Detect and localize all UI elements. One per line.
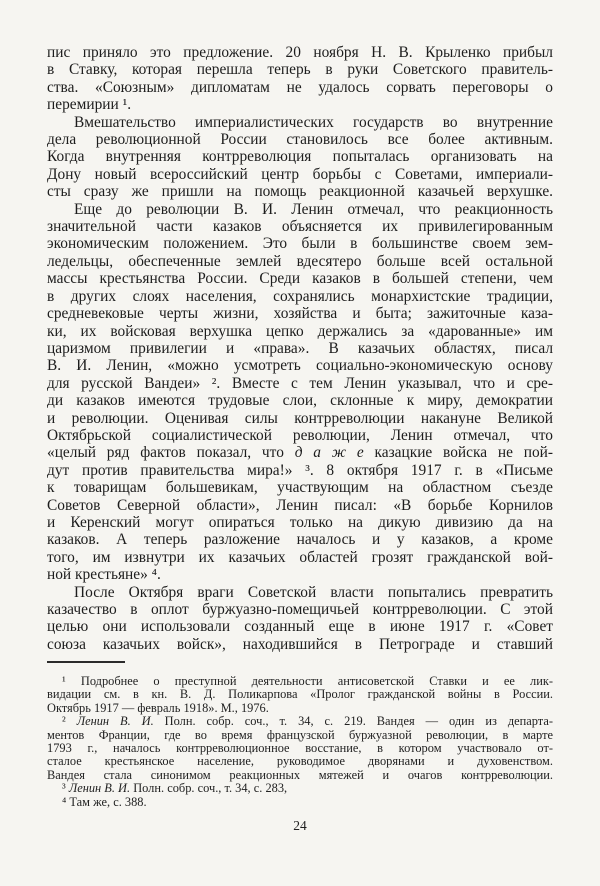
text-line: ледельцы, обеспеченные землей вдесятеро больше всей остальной — [47, 252, 553, 270]
italic-text: д а ж е — [294, 444, 364, 462]
text-line: Вмешательство империалистических государств во внутренние — [74, 113, 553, 131]
text-line: ¹ Подробнее о преступной деятельности антисоветской Ставки и ее лик- — [62, 674, 553, 688]
text-line: казаков. А теперь разложение началось и у казаков, а кроме — [47, 531, 553, 549]
text-line: к товарищам большевикам, участвующим на областном съезде — [47, 479, 553, 497]
text-line: дут против правительства мира!» ³. 8 октября 1917 г. в «Письме — [47, 461, 553, 479]
text-line: средневековые черты жизни, хозяйства и быта; зажиточные каза- — [47, 305, 553, 323]
text-line: сталое крестьянское население, руководимое дворянами и духовенством. — [47, 754, 553, 769]
text-line: союза казачьих войск», находившийся в Петрограде и ставший — [47, 635, 553, 653]
text-line: сты сразу же пришли на помощь реакционной казачьей верхушке. — [47, 183, 553, 201]
text-line: ной крестьяне» ⁴. — [47, 566, 161, 584]
text-line: значительной части казаков объясняется их привилегированным — [47, 218, 553, 236]
text-line: в других слоях населения, сохранялись монархистские традиции, — [47, 287, 553, 305]
text-line: того, им извнутри их казачьих областей грозят гражданской вой- — [47, 548, 553, 566]
text-line: ди казаков имеются трудовые слои, склонные к миру, демократии — [47, 392, 553, 410]
text-line: ментов Франции, где во время французской буржуазной революции, в марте — [47, 727, 553, 742]
text-line: Дону новый всероссийский центр борьбы с Советами, империали- — [47, 165, 553, 183]
text-line: Вандея стала синонимом реакционных мятежей и очагов контрреволюции. — [47, 767, 553, 782]
text-line: пис приняло это предложение. 20 ноября Н. В. Крыленко прибыл — [47, 44, 553, 61]
text-line: видации см. в кн. В. Д. Поликарпова «Пролог гражданской войны в России. — [47, 687, 553, 702]
footnote-separator-rule — [47, 661, 125, 663]
paragraph — [47, 584, 553, 654]
text-line: ⁴ Там же, с. 388. — [62, 794, 147, 809]
footnote — [47, 675, 553, 715]
paragraph — [47, 201, 553, 584]
text-line: в Ставку, которая перешла теперь в руки Советского правитель- — [47, 61, 553, 79]
text-line: «целый ряд фактов показал, что д а ж е казацкие войска не пой- — [47, 444, 553, 462]
text-line: Еще до революции В. И. Ленин отмечал, что реакционность — [74, 200, 553, 218]
footnotes — [47, 675, 553, 809]
text-line: 1793 г., началось контрреволюционное восстание, в котором участвовало от- — [47, 741, 553, 756]
text-line: ства. «Союзным» дипломатам не удалось сорвать переговоры о — [47, 78, 553, 96]
text-line: После Октября враги Советской власти попытались превратить — [74, 583, 553, 601]
text-line: казачество в оплот буржуазно-помещичьей контрреволюции. С этой — [47, 601, 553, 618]
italic-text: Ленин В. И. — [76, 714, 154, 729]
text-line: экономическим положением. Это были в большинстве своем зем- — [47, 235, 553, 253]
text-line: и Керенский могут опираться только на дикую дивизию да на — [47, 513, 553, 531]
main-text — [47, 44, 553, 653]
paragraph — [47, 114, 553, 201]
italic-text: Ленин В. И. — [68, 781, 131, 796]
footnote — [47, 782, 553, 795]
text-line: ² Ленин В. И. Полн. собр. соч., т. 34, с. 219. Вандея — один из департа- — [62, 714, 554, 729]
text-line: Октябрь 1917 — февраль 1918». М., 1976. — [47, 700, 269, 715]
page-number: 24 — [293, 818, 307, 833]
text-line: массы крестьянства России. Среди казаков в большей степени, чем — [47, 270, 553, 288]
text-line: и революции. Оценивая силы контрреволюции накануне Великой — [47, 409, 553, 427]
text-line: ³ Ленин В. И. Полн. собр. соч., т. 34, с. 283, — [62, 781, 288, 796]
footnote — [47, 796, 553, 809]
text-line: Октябрьской социалистической революции, Ленин отмечал, что — [47, 426, 553, 444]
text-line: для русской Вандеи» ². Вместе с тем Ленин указывал, что и сре- — [47, 374, 553, 392]
text-line: В. И. Ленин, «можно усмотреть социально-экономическую основу — [47, 357, 553, 375]
text-line: ки, их войсковая верхушка цепко держались за «дарованные» им — [47, 322, 553, 340]
text-line: перемирии ¹. — [47, 96, 132, 114]
text-line: царизмом привилегии и «права». В казачьих областях, писал — [47, 339, 553, 357]
text-line: дела революционной России становилось все более активным. — [47, 131, 553, 149]
text-line: Когда внутренняя контрреволюция попыталась организовать на — [47, 148, 553, 166]
text-line: Советов Северной области», Ленин писал: «В борьбе Корнилов — [47, 496, 553, 514]
text-line: целью они использовали созданный еще в июне 1917 г. «Совет — [47, 618, 553, 636]
paragraph — [47, 44, 553, 114]
footnote — [47, 715, 553, 782]
